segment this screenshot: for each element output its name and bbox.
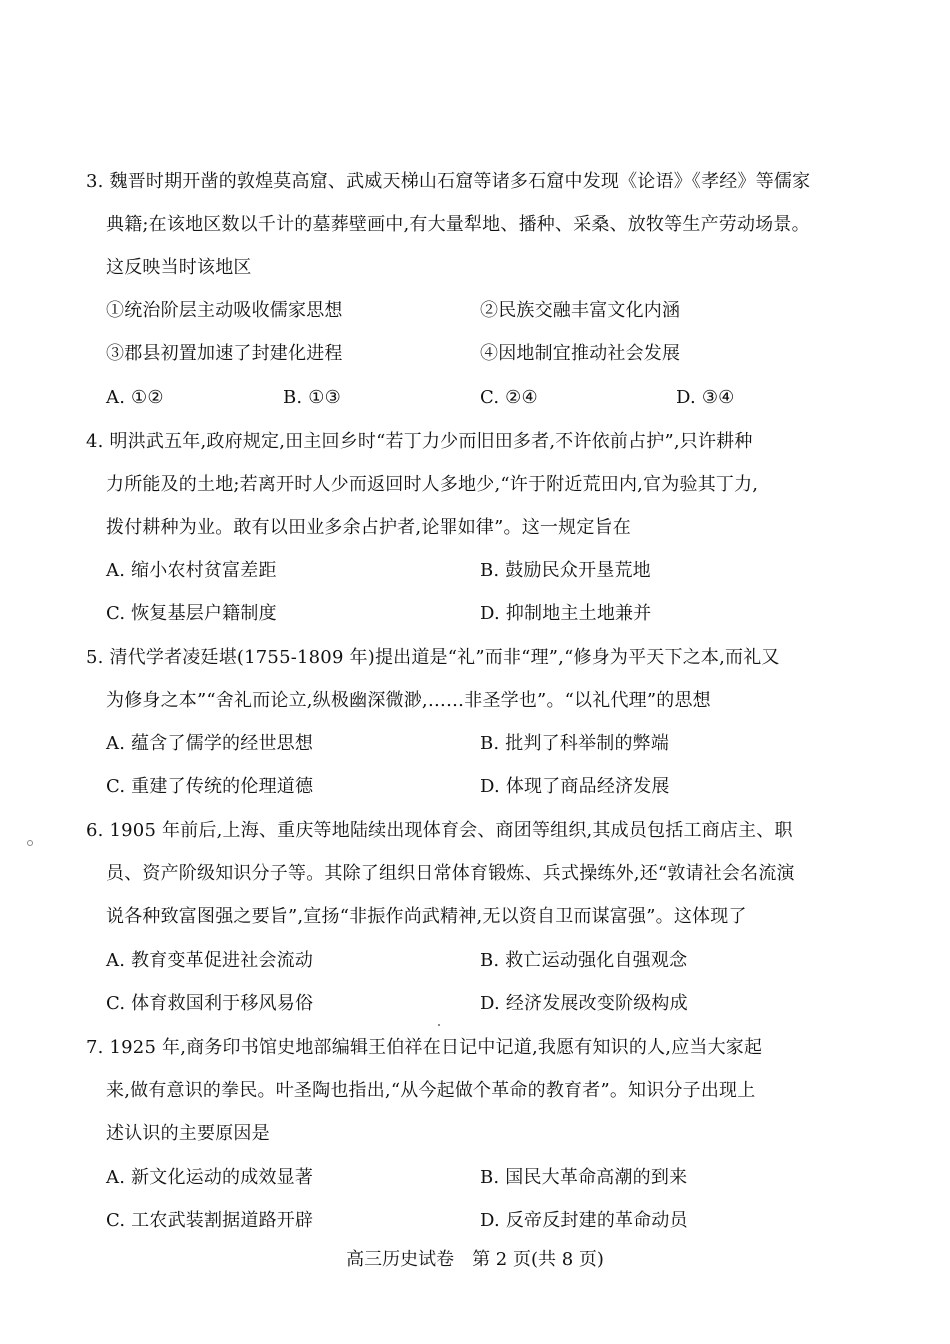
q4-stem-line-3: 拨付耕种为业。敢有以田业多余占护者,论罪如律”。这一规定旨在	[106, 517, 631, 538]
q6-option-d: D. 经济发展改变阶级构成	[480, 993, 688, 1014]
q7-option-d: D. 反帝反封建的革命动员	[480, 1210, 688, 1231]
q6-option-a: A. 教育变革促进社会流动	[106, 950, 314, 971]
q4-option-a: A. 缩小农村贫富差距	[106, 560, 277, 581]
q5-stem-line-1: 5. 清代学者凌廷堪(1755-1809 年)提出道是“礼”而非“理”,“修身为平天下之本,而礼又	[86, 647, 780, 668]
q7-option-a: A. 新文化运动的成效显著	[106, 1167, 314, 1188]
q7-stem-line-1: 7. 1925 年,商务印书馆史地部编辑王伯祥在日记中记道,我愿有知识的人,应当大家起	[86, 1037, 763, 1058]
q7-option-b: B. 国民大革命高潮的到来	[480, 1167, 688, 1188]
q4-option-c: C. 恢复基层户籍制度	[106, 603, 277, 624]
q6-stem-line-3: 说各种致富图强之要旨”,宣扬“非振作尚武精神,无以资自卫而谋富强”。这体现了	[106, 906, 747, 927]
q5-stem-line-2: 为修身之本”“舍礼而论立,纵极幽深微渺,……非圣学也”。“以礼代理”的思想	[106, 690, 711, 711]
q6-option-c: C. 体育救国利于移风易俗	[106, 993, 314, 1014]
q3-option-c: C. ②④	[480, 387, 538, 408]
q3-stem-line-3: 这反映当时该地区	[106, 257, 252, 278]
q7-option-c: C. 工农武装割据道路开辟	[106, 1210, 314, 1231]
q5-option-b: B. 批判了科举制的弊端	[480, 733, 670, 754]
q5-option-d: D. 体现了商品经济发展	[480, 776, 670, 797]
q6-option-b: B. 救亡运动强化自强观念	[480, 950, 688, 971]
scan-dot	[438, 1024, 440, 1026]
q3-item-1: ①统治阶层主动吸收儒家思想	[106, 300, 343, 321]
q4-stem-line-1: 4. 明洪武五年,政府规定,田主回乡时“若丁力少而旧田多者,不许依前占护”,只许耕种	[86, 431, 753, 452]
q5-option-a: A. 蕴含了儒学的经世思想	[106, 733, 314, 754]
q5-option-c: C. 重建了传统的伦理道德	[106, 776, 314, 797]
q3-option-d: D. ③④	[676, 387, 735, 408]
q3-stem-line-2: 典籍;在该地区数以千计的墓葬壁画中,有大量犁地、播种、采桑、放牧等生产劳动场景。	[106, 214, 810, 235]
q4-option-d: D. 抑制地主土地兼并	[480, 603, 652, 624]
q3-option-a: A. ①②	[106, 387, 164, 408]
q3-item-4: ④因地制宜推动社会发展	[480, 343, 681, 364]
q4-option-b: B. 鼓励民众开垦荒地	[480, 560, 651, 581]
q6-stem-line-2: 员、资产阶级知识分子等。其除了组织日常体育锻炼、兵式操练外,还“敦请社会名流演	[106, 863, 795, 884]
page-footer: 高三历史试卷 第 2 页(共 8 页)	[346, 1249, 604, 1270]
q3-item-2: ②民族交融丰富文化内涵	[480, 300, 681, 321]
scan-speck	[27, 840, 33, 846]
q3-item-3: ③郡县初置加速了封建化进程	[106, 343, 343, 364]
q6-stem-line-1: 6. 1905 年前后,上海、重庆等地陆续出现体育会、商团等组织,其成员包括工商店主、职	[86, 820, 793, 841]
q3-stem-line-1: 3. 魏晋时期开凿的敦煌莫高窟、武威天梯山石窟等诸多石窟中发现《论语》《孝经》等儒家	[86, 171, 811, 192]
q3-option-b: B. ①③	[283, 387, 341, 408]
q4-stem-line-2: 力所能及的土地;若离开时人少而返回时人多地少,“许于附近荒田内,官为验其丁力,	[106, 474, 759, 495]
q7-stem-line-3: 述认识的主要原因是	[106, 1123, 270, 1144]
q7-stem-line-2: 来,做有意识的拳民。叶圣陶也指出,“从今起做个革命的教育者”。知识分子出现上	[106, 1080, 756, 1101]
